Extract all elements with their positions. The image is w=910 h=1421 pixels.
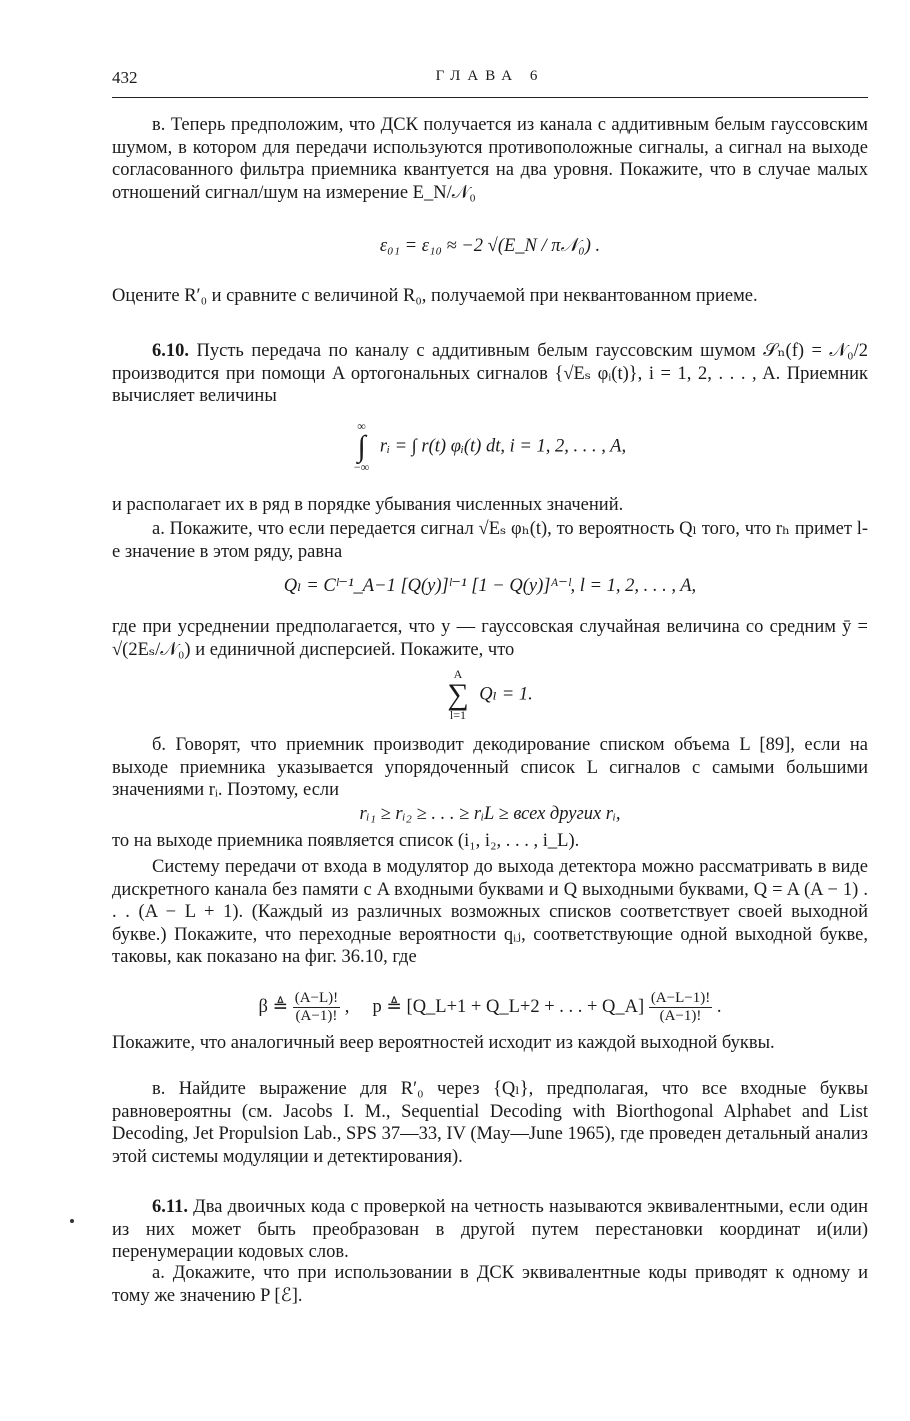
sum-sign: ∑ bbox=[447, 678, 469, 711]
sum-lower-limit: l=1 bbox=[449, 708, 466, 722]
problem-number-6-10: 6.10. bbox=[152, 341, 189, 361]
paragraph-estimate-r0: Оцените R′₀ и сравните с величиной R₀, получаемой при неквантованном приеме. bbox=[112, 286, 758, 306]
sum-expression: Qₗ = 1. bbox=[479, 684, 533, 705]
paragraph-fan: Покажите, что аналогичный веер вероятностей исходит из каждой выходной буквы. bbox=[112, 1033, 775, 1053]
equation-ordering: rᵢ₁ ≥ rᵢ₂ ≥ . . . ≥ rᵢL ≥ всех других rᵢ, bbox=[359, 804, 621, 824]
integral-upper-limit: ∞ bbox=[357, 419, 366, 433]
equation-beta-p: β ≜ $\frac{(A-L)!}{(A-1)!}$ , p ≜ [Q_L+1 + Q_L+2 + . . . + Q_A] $\frac{(A-L-1)!}{(A-1)!}$ . bbox=[258, 990, 722, 1024]
equation-epsilon: ε₀₁ = ε₁₀ ≈ −2 √(E_N / π𝒩₀) . bbox=[379, 236, 601, 256]
page-header bbox=[112, 68, 868, 92]
page-number: 432 bbox=[112, 68, 138, 87]
beta-fraction bbox=[293, 990, 340, 1025]
paragraph-discrete-channel: Систему передачи от входа в модулятор до выхода детектора можно рассматривать в виде дискретного канала без памяти с A входными буквами и Q выходными буквами, Q = A (A − 1) . . . (A − L + 1). (Каждый из различных возможных списков соответствует своей выходной букве.) Покажите, что переходные вероятности qᵢⱼ, соответствующие одной выходной букве, таковы, как показано на фиг. 36.10, где bbox=[112, 857, 868, 967]
sum-operator bbox=[447, 668, 468, 722]
chapter-title: ГЛАВА 6 bbox=[435, 68, 545, 84]
paragraph-a-prove: а. Докажите, что при использовании в ДСК эквивалентные коды приводят к одному и тому же значению P [ℰ]. bbox=[112, 1263, 868, 1306]
sum-upper-limit: A bbox=[453, 667, 463, 681]
problem-6-11-statement bbox=[112, 1196, 868, 1264]
paragraph-ordering: и располагает их в ряд в порядке убывания численных значений. bbox=[112, 495, 624, 515]
paragraph-v-quantization: в. Теперь предположим, что ДСК получается из канала с аддитивным белым гауссовским шумом, в котором для передачи используются противоположные сигналы, а сигнал на выходе согласованного фильтра приемника квантуется на два уровня. Покажите, что в случае малых отношений сигнал/шум на измерение E_N/𝒩₀ bbox=[112, 115, 868, 203]
p-denominator: (A−1)! bbox=[659, 1008, 702, 1024]
paragraph-a-probability: а. Покажите, что если передается сигнал √Eₛ φₕ(t), то вероятность Qₗ того, что rₕ примет l-е значение в этом ряду, равна bbox=[112, 519, 868, 562]
paragraph-gaussian-average: где при усреднении предполагается, что y — гауссовская случайная величина со средним ȳ = √(2Eₛ/𝒩₀) и единичной дисперсией. Покажите, что bbox=[112, 617, 868, 660]
p-definition: p ≜ [Q_L+1 + Q_L+2 + . . . + Q_A] bbox=[372, 996, 645, 1017]
integral-lower-limit: −∞ bbox=[353, 460, 370, 474]
beta-definition: β ≜ bbox=[258, 996, 289, 1017]
paragraph-list-output: то на выходе приемника появляется список (i₁, i₂, . . . , i_L). bbox=[112, 831, 580, 851]
problem-number-6-11: 6.11. bbox=[152, 1197, 188, 1217]
beta-denominator: (A−1)! bbox=[295, 1008, 338, 1024]
integral-expression: rᵢ = ∫ r(t) φᵢ(t) dt, i = 1, 2, . . . , A, bbox=[379, 436, 627, 457]
paragraph-v-find-r0: в. Найдите выражение для R′₀ через {Qₗ}, предполагая, что все входные буквы равновероятны (см. Jacobs I. M., Sequential Decoding with Biorthogonal Alphabet and List Decoding, Jet Propulsion Lab., SPS 37—33, IV (May—June 1965), где проведен детальный анализ этой системы модуляции и детектирования). bbox=[112, 1079, 868, 1167]
equation-Ql: Qₗ = Cˡ⁻¹_A−1 [Q(y)]ˡ⁻¹ [1 − Q(y)]ᴬ⁻ˡ, l = 1, 2, . . . , A, bbox=[283, 576, 697, 596]
equation-ri-integral bbox=[112, 420, 868, 474]
problem-6-10-text: Пусть передача по каналу с аддитивным белым гауссовским шумом 𝒮ₙ(f) = 𝒩₀/2 производится при помощи A ортогональных сигналов {√Eₛ φᵢ(t)}, i = 1, 2, . . . , A. Приемник вычисляет величины bbox=[112, 341, 868, 406]
paragraph-b-list-decoding: б. Говорят, что приемник производит декодирование списком объема L [89], если на выходе приемника указывается упорядоченный список L сигналов с самыми большими значениями rᵢ. Поэтому, если bbox=[112, 735, 868, 800]
header-rule bbox=[112, 97, 868, 98]
beta-numerator: (A−L)! bbox=[294, 990, 339, 1006]
equation-sum-Ql bbox=[112, 668, 868, 722]
integral-operator bbox=[354, 420, 369, 474]
problem-6-10-statement bbox=[112, 340, 868, 408]
p-fraction bbox=[649, 990, 712, 1025]
margin-mark bbox=[70, 1219, 74, 1223]
integral-sign: ∫ bbox=[357, 430, 366, 463]
problem-6-11-text: Два двоичных кода с проверкой на четность называются эквивалентными, если один из них может быть преобразован в другой путем перестановки координат и(или) перенумерации кодовых слов. bbox=[112, 1197, 869, 1262]
p-numerator: (A−L−1)! bbox=[650, 990, 711, 1006]
